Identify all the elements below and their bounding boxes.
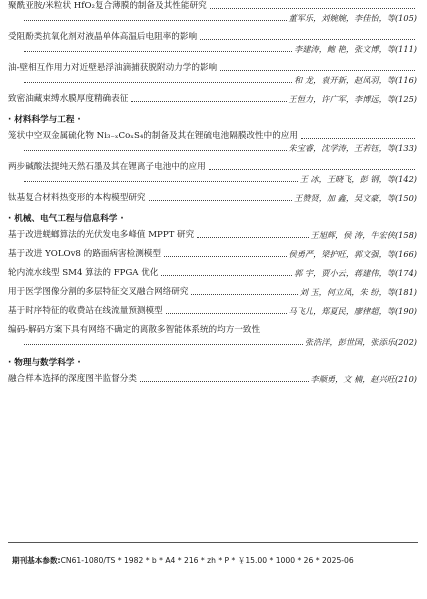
article-list	[8, 229, 417, 348]
article-list	[8, 373, 417, 385]
leader-dots	[210, 7, 415, 9]
leader-dots	[200, 38, 415, 40]
leader-dots	[161, 274, 292, 276]
leader-dots	[191, 293, 297, 295]
article-authors: 郭 宇，贾小云，蒋建伟，等(174)	[294, 268, 417, 278]
contents-page	[8, 0, 417, 385]
article-entry[interactable]	[8, 305, 417, 317]
article-authors: 王赞贤，加 鑫，吴文豪，等(150)	[294, 193, 417, 203]
leader-dots	[164, 255, 287, 257]
article-entry[interactable]	[8, 62, 417, 86]
leader-dots	[209, 168, 415, 170]
article-authors: 王旭辉，侯 涛，牛宏侠(158)	[310, 230, 417, 240]
article-entry[interactable]	[8, 130, 417, 154]
article-authors: 李顺勇，文 楠，赵兴旺(210)	[310, 374, 417, 384]
article-title[interactable]: 笼状中空双金属硫化物 Ni₃₋ₓCoₓS₄的制备及其在锂硫电池隔膜改性中的应用	[8, 131, 298, 141]
article-title[interactable]: 用于医学图像分割的多层特征交叉融合网络研究	[8, 287, 189, 297]
section-heading: · 材料科学与工程 ·	[8, 115, 81, 125]
article-authors: 董军乐，刘婉婉，李佳怡，等(105)	[288, 13, 417, 23]
article-authors: 和 龙，袁开新，赵凤羽，等(116)	[294, 75, 417, 85]
article-entry[interactable]	[8, 286, 417, 298]
article-entry[interactable]	[8, 0, 417, 24]
leader-dots	[24, 343, 303, 345]
article-title[interactable]: 基于时序特征的收费站在线流量预测模型	[8, 306, 163, 316]
section-heading: · 物理与数学科学 ·	[8, 358, 81, 368]
article-entry[interactable]	[8, 161, 417, 185]
article-title[interactable]: 基于改进 YOLOv8 的路面病害检测模型	[8, 249, 161, 259]
article-authors: 王 冰，王晓飞，彭 钢，等(142)	[299, 174, 417, 184]
article-authors: 李建涛，鲍 艳，张文博，等(111)	[294, 44, 417, 54]
article-entry[interactable]	[8, 267, 417, 279]
article-authors: 刘 玉，何立凤，朱 纷，等(181)	[299, 287, 417, 297]
article-entry[interactable]	[8, 373, 417, 385]
footer-divider	[8, 542, 418, 543]
article-list	[8, 130, 417, 204]
leader-dots	[24, 50, 292, 52]
leader-dots	[24, 19, 287, 21]
article-authors: 王恒力，许广军，李博远，等(125)	[288, 94, 417, 104]
article-title[interactable]: 两步碱酸法提纯天然石墨及其在锂离子电池中的应用	[8, 162, 206, 172]
article-title[interactable]: 致密油藏束缚水膜厚度精确表征	[8, 94, 129, 104]
leader-dots	[24, 81, 292, 83]
article-title[interactable]: 编码-解码方案下具有网络不确定的离散多智能体系统的均方一致性	[8, 325, 261, 335]
article-title[interactable]: 聚酰亚胺/米粒状 HfO₂复合薄膜的制备及其性能研究	[8, 1, 207, 11]
article-authors: 马飞儿，郑夏民，廖律超，等(190)	[288, 306, 417, 316]
section-heading: · 机械、电气工程与信息科学 ·	[8, 214, 124, 224]
article-title[interactable]: 受阻酚类抗氧化剂对液晶单体高温后电阻率的影响	[8, 32, 198, 42]
article-title[interactable]: 轮内流水线型 SM4 算法的 FPGA 优化	[8, 268, 159, 278]
leader-dots	[197, 236, 308, 238]
article-entry[interactable]	[8, 229, 417, 241]
leader-dots	[220, 69, 415, 71]
article-title[interactable]: 油-壁相互作用力对近壁悬浮油滴捕获脱附动力学的影响	[8, 63, 218, 73]
leader-dots	[24, 149, 287, 151]
article-entry[interactable]	[8, 192, 417, 204]
article-authors: 侯勇严，梁护旺，郭文强，等(166)	[288, 249, 417, 259]
article-authors: 张浩洋，彭世国，张添乐(202)	[304, 337, 417, 347]
article-entry[interactable]	[8, 93, 417, 105]
article-title[interactable]: 钛基复合材料热变形的本构模型研究	[8, 193, 146, 203]
leader-dots	[166, 312, 287, 314]
article-title[interactable]: 融合样本选择的深度图半监督分类	[8, 374, 137, 384]
article-list	[8, 0, 417, 105]
article-title[interactable]: 基于改进蜣螂算法的光伏发电多峰值 MPPT 研究	[8, 230, 195, 240]
leader-dots	[301, 137, 415, 139]
article-entry[interactable]	[8, 248, 417, 260]
leader-dots	[140, 380, 309, 382]
article-authors: 朱宝睿，沈学涛，王若钰，等(133)	[288, 143, 417, 153]
journal-parameters	[12, 555, 417, 566]
journal-parameters-value: CN61-1080/TS * 1982 * b * A4 * 216 * zh * P * ￥15.00 * 1000 * 26 * 2025-06	[60, 556, 354, 565]
article-entry[interactable]	[8, 31, 417, 55]
leader-dots	[131, 100, 286, 102]
leader-dots	[149, 199, 293, 201]
article-entry[interactable]	[8, 324, 417, 348]
journal-parameters-label: 期刊基本参数:	[12, 556, 61, 565]
leader-dots	[24, 180, 298, 182]
